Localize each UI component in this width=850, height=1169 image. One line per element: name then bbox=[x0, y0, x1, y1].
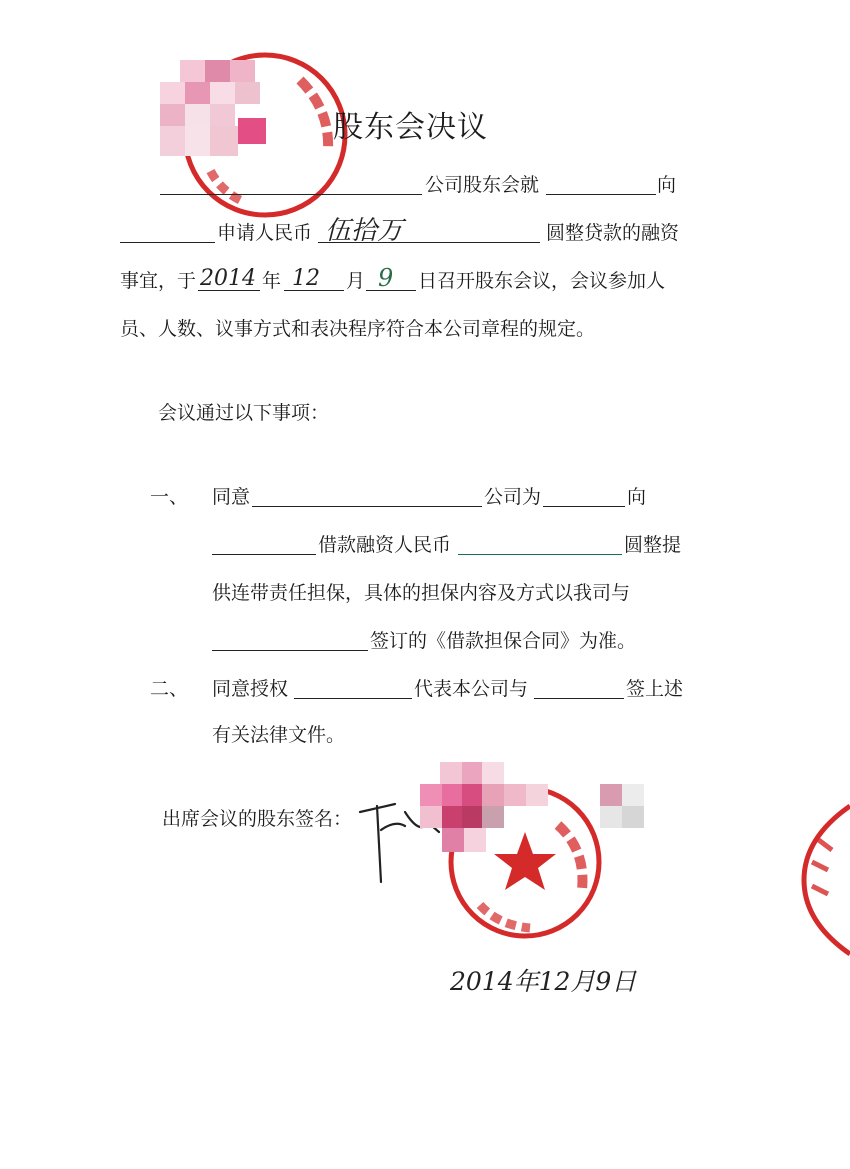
item2-text-4: 有关法律文件。 bbox=[212, 724, 346, 746]
p1-text-8: 日召开股东会议，会议参加人 bbox=[418, 270, 666, 292]
blank-company-name bbox=[160, 194, 422, 195]
p1-text-1: 公司股东会就 bbox=[425, 174, 540, 196]
blank-day bbox=[366, 290, 416, 291]
item1-text-6: 供连带责任担保，具体的担保内容及方式以我司与 bbox=[212, 582, 631, 604]
resolution-intro: 会议通过以下事项： bbox=[158, 402, 330, 424]
p1-text-6: 年 bbox=[262, 270, 282, 292]
item1-text-7: 签订的《借款担保合同》为准。 bbox=[370, 630, 637, 652]
blank-representative bbox=[294, 698, 412, 699]
p1-text-2: 向 bbox=[657, 174, 677, 196]
partial-seal-right-edge bbox=[798, 798, 850, 958]
p1-text-4: 圆整贷款的融资 bbox=[546, 222, 680, 244]
p1-text-5: 事宜，于 bbox=[120, 270, 197, 292]
signature-label: 出席会议的股东签名： bbox=[162, 808, 353, 830]
item2-text-3: 签上述 bbox=[626, 678, 684, 700]
redacted-seal-mosaic-top bbox=[160, 60, 270, 170]
item1-text-1: 同意 bbox=[212, 486, 251, 508]
p1-text-9: 员、人数、议事方式和表决程序符合本公司章程的规定。 bbox=[120, 318, 596, 340]
blank-bank bbox=[120, 242, 215, 243]
blank-borrower bbox=[543, 506, 625, 507]
item1-text-3: 向 bbox=[627, 486, 647, 508]
item1-text-2: 公司为 bbox=[484, 486, 542, 508]
handwritten-amount: 伍拾万 bbox=[325, 216, 404, 246]
item1-text-4: 借款融资人民币 bbox=[318, 534, 452, 556]
handwritten-signing-date: 2014年12月9日 bbox=[450, 967, 637, 996]
p1-text-3: 申请人民币 bbox=[217, 222, 313, 244]
item2-text-2: 代表本公司与 bbox=[414, 678, 529, 700]
handwritten-day: 9 bbox=[378, 264, 394, 292]
blank-contract-party bbox=[212, 650, 368, 651]
handwritten-month: 12 bbox=[292, 266, 320, 291]
blank-month bbox=[284, 290, 344, 291]
p1-text-7: 月 bbox=[346, 270, 366, 292]
handwritten-year: 2014 bbox=[200, 266, 256, 291]
redacted-seal-mosaic-bottom bbox=[420, 762, 660, 862]
blank-guarantor bbox=[252, 506, 482, 507]
document-title: 股东会决议 bbox=[333, 110, 488, 145]
item1-text-5: 圆整提 bbox=[624, 534, 682, 556]
blank-counterparty bbox=[534, 698, 624, 699]
item2-number: 二、 bbox=[150, 678, 189, 700]
blank-loan-amount bbox=[458, 554, 622, 555]
item1-number: 一、 bbox=[150, 486, 189, 508]
blank-creditor bbox=[212, 554, 316, 555]
blank-lender bbox=[546, 194, 656, 195]
item2-text-1: 同意授权 bbox=[212, 678, 289, 700]
blank-year bbox=[198, 290, 260, 291]
